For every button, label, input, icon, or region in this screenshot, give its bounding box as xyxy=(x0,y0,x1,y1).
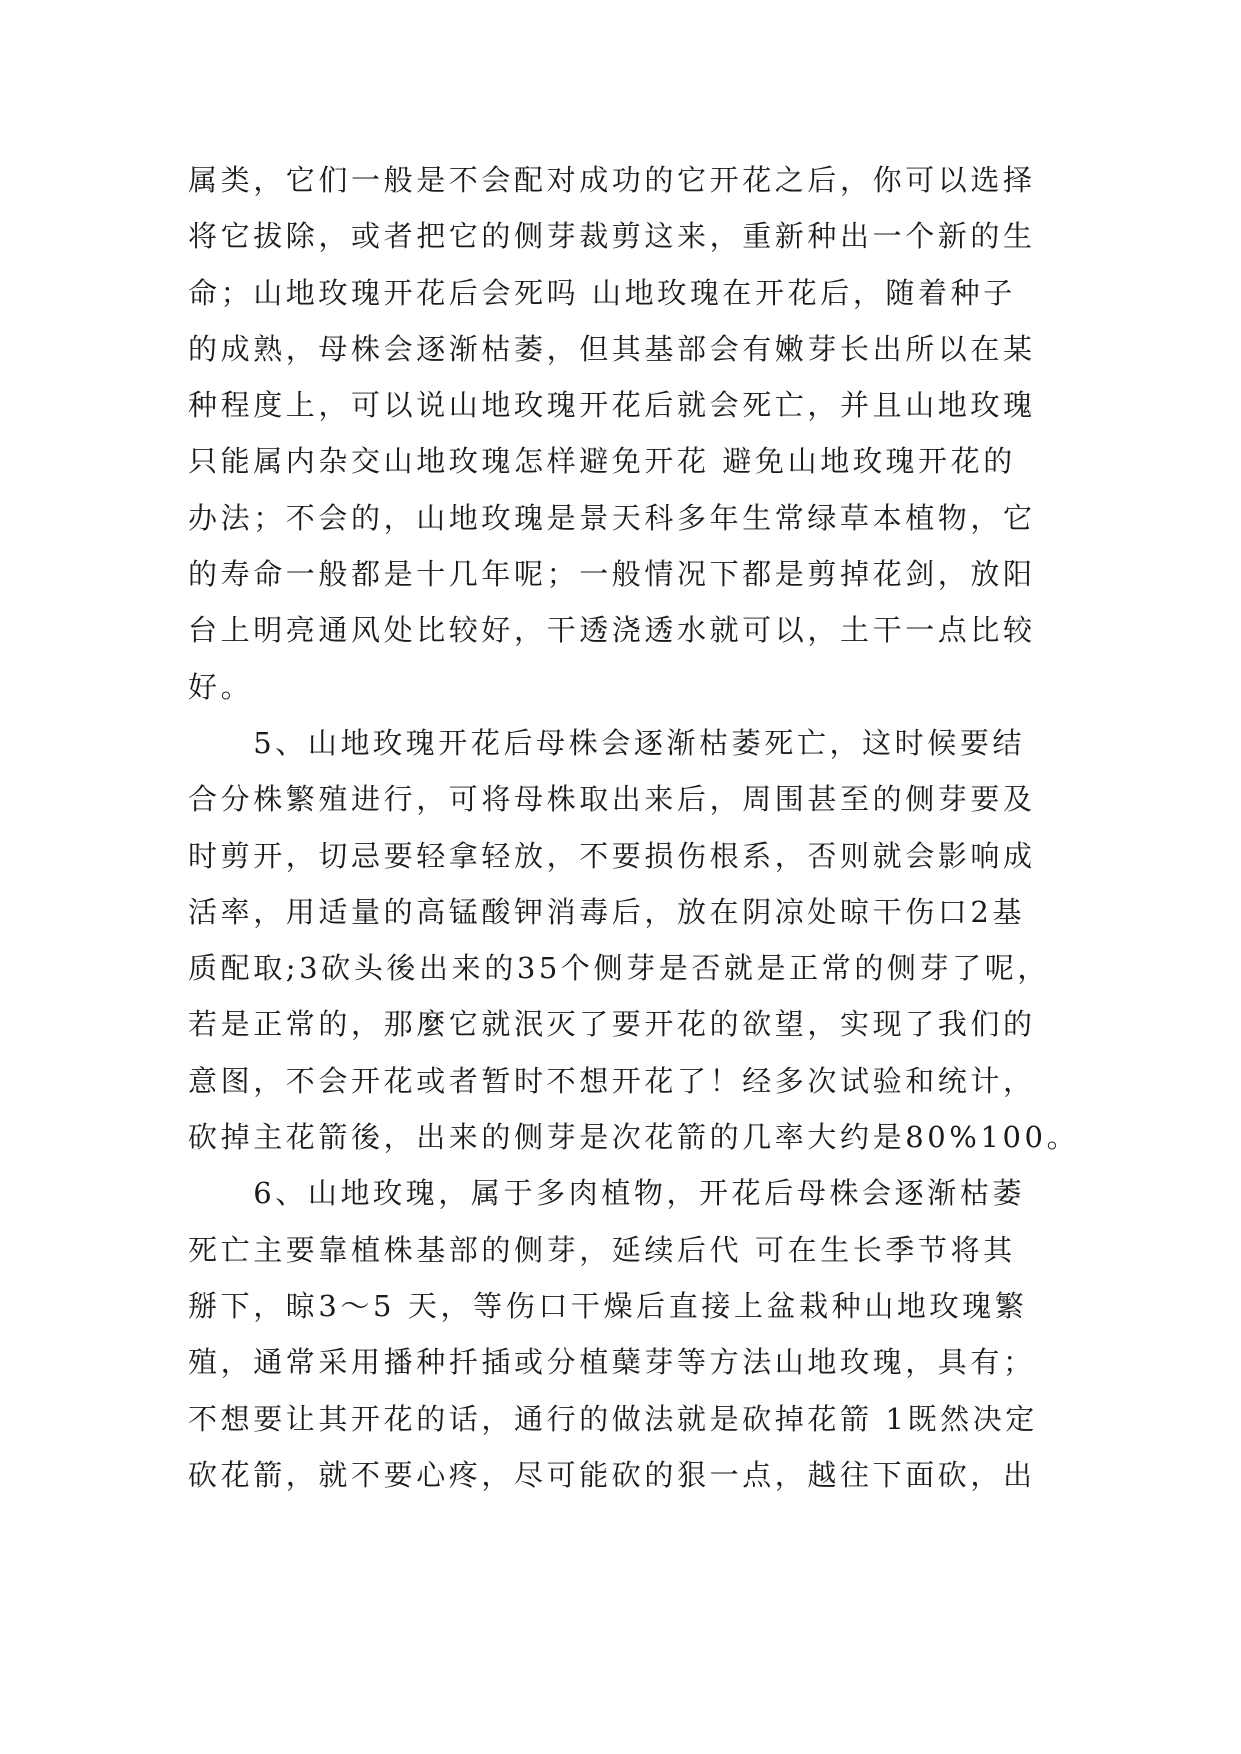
text-line: 合分株繁殖进行，可将母株取出来后，周围甚至的侧芽要及 xyxy=(188,782,1036,817)
text-line: 命；山地玫瑰开花后会死吗 山地玫瑰在开花后，随着种子 xyxy=(188,275,1016,310)
text-line: 活率，用适量的高锰酸钾消毒后，放在阴凉处晾干伤口2基 xyxy=(188,894,1026,929)
paragraph-6-start: 6、山地玫瑰，属于多肉植物，开花后母株会逐渐枯萎 xyxy=(188,1176,1026,1211)
text-line: 办法；不会的，山地玫瑰是景天科多年生常绿草本植物，它 xyxy=(188,500,1036,535)
text-line: 只能属内杂交山地玫瑰怎样避免开花 避免山地玫瑰开花的 xyxy=(188,444,1016,479)
text-line: 砍掉主花箭後，出来的侧芽是次花箭的几率大约是80%100。 xyxy=(188,1120,1080,1155)
text-line: 将它拔除，或者把它的侧芽裁剪这来，重新种出一个新的生 xyxy=(188,219,1036,254)
text-line: 若是正常的，那麼它就泯灭了要开花的欲望，实现了我们的 xyxy=(188,1007,1036,1042)
text-line: 死亡主要靠植株基部的侧芽，延续后代 可在生长季节将其 xyxy=(188,1232,1016,1267)
text-line: 的寿命一般都是十几年呢；一般情况下都是剪掉花剑，放阳 xyxy=(188,557,1036,592)
text-line: 质配取;3砍头後出来的35个侧芽是否就是正常的侧芽了呢， xyxy=(188,951,1050,986)
text-line: 的成熟，母株会逐渐枯萎，但其基部会有嫩芽长出所以在某 xyxy=(188,331,1036,366)
text-line: 时剪开，切忌要轻拿轻放，不要损伤根系，否则就会影响成 xyxy=(188,838,1036,873)
text-line: 不想要让其开花的话，通行的做法就是砍掉花箭 1既然决定 xyxy=(188,1401,1038,1436)
text-line: 台上明亮通风处比较好，干透浇透水就可以，土干一点比较 xyxy=(188,613,1036,648)
body-text xyxy=(188,152,1080,1503)
text-line: 好。 xyxy=(188,669,254,704)
paragraph-5-start: 5、山地玫瑰开花后母株会逐渐枯萎死亡，这时候要结 xyxy=(188,725,1026,760)
text-line: 掰下，晾3～5 天，等伤口干燥后直接上盆栽种山地玫瑰繁 xyxy=(188,1288,1028,1323)
text-line: 意图，不会开花或者暂时不想开花了！经多次试验和统计， xyxy=(188,1063,1036,1098)
text-line: 殖，通常采用播种扦插或分植蘖芽等方法山地玫瑰，具有； xyxy=(188,1345,1036,1380)
text-line: 属类，它们一般是不会配对成功的它开花之后，你可以选择 xyxy=(188,163,1036,197)
text-line: 种程度上，可以说山地玫瑰开花后就会死亡，并且山地玫瑰 xyxy=(188,388,1036,423)
text-line: 砍花箭，就不要心疼，尽可能砍的狠一点，越往下面砍，出 xyxy=(188,1457,1036,1492)
